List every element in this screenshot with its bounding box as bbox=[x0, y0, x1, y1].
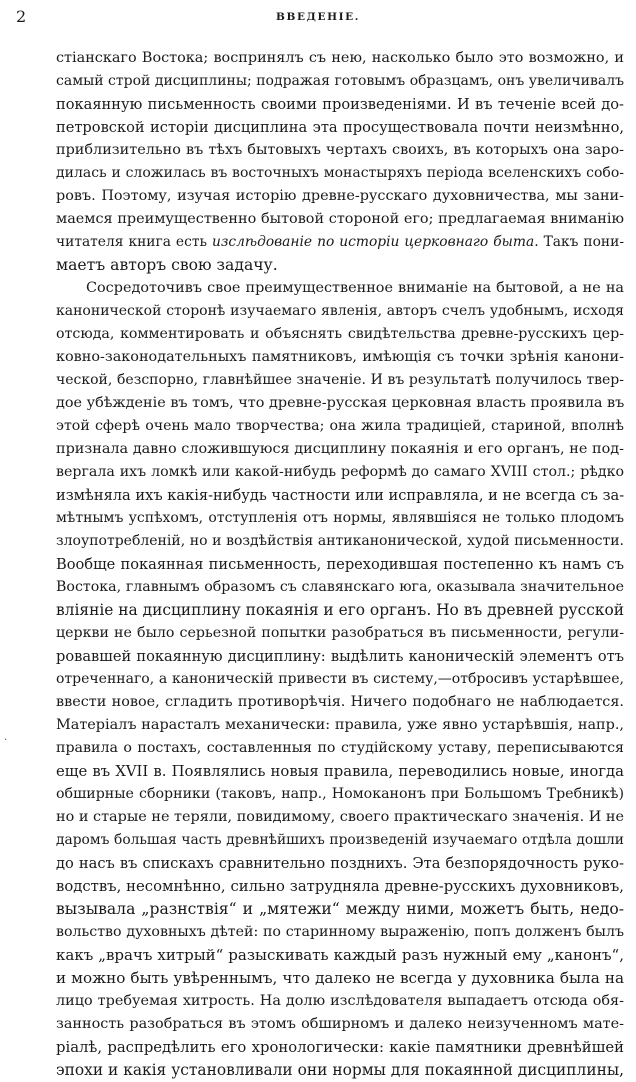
text-line: правила о постахъ, составленныя по студійскому уставу, переписываются bbox=[56, 740, 624, 756]
text-line: маетъ авторъ свою задачу. bbox=[56, 256, 278, 274]
text-line: церкви не было серьезной попытки разобраться въ письменности, регули- bbox=[56, 625, 624, 641]
text-line: до насъ въ спискахъ сравнительно позднихъ. Эта безпорядочность руко- bbox=[56, 855, 624, 872]
text-line-with-emphasis bbox=[56, 231, 624, 254]
text-line: вольство духовныхъ дѣтей: по старинному выраженію, попъ долженъ былъ bbox=[56, 924, 624, 940]
text-segment: . Такъ пони- bbox=[534, 234, 624, 250]
italic-emphasis: изслѣдованіе по исторіи церковнаго быта bbox=[211, 234, 535, 250]
text-line: петровской исторіи дисциплина эта просуществовала почти неизмѣнно, bbox=[56, 119, 624, 136]
margin-mark: · bbox=[4, 735, 8, 746]
text-line: даромъ большая часть древнѣйшихъ произведеній изучаемаго отдѣла дошли bbox=[56, 832, 624, 848]
text-line: Сосредоточивъ свое преимущественное вниманіе на бытовой, а не на bbox=[86, 280, 624, 296]
text-line: дилась и сложилась въ восточныхъ монастыряхъ періода вселенскихъ собо- bbox=[56, 165, 624, 181]
text-line: приблизительно въ тѣхъ бытовыхъ чертахъ своихъ, въ которыхъ она заро- bbox=[56, 142, 624, 158]
text-line: самый строй дисциплины; подражая готовымъ образцамъ, онъ увеличивалъ bbox=[56, 73, 624, 89]
text-line: ріалѣ, распредѣлить его хронологически: какіе памятники древнѣйшей bbox=[56, 1039, 624, 1056]
text-line: отсюда, комментировать и объяснять свидѣтельства древне-русскихъ цер- bbox=[56, 326, 624, 342]
text-line: этой сферѣ очень мало творчества; она жила традиціей, стариной, вполнѣ bbox=[56, 418, 624, 434]
paragraph-2 bbox=[56, 277, 624, 1082]
text-line: и можно быть увѣреннымъ, что далеко не всегда у духовника была на bbox=[56, 969, 624, 987]
text-line: лицо требуемая хитрость. На долю изслѣдователя выпадаетъ отсюда обя- bbox=[56, 993, 624, 1009]
text-line: отреченнаго, а каноническій привести въ систему,—отбросивъ устарѣвшее, bbox=[56, 671, 624, 687]
text-line: ввести новое, сгладить противорѣчія. Ничего подобнаго не наблюдается. bbox=[56, 694, 624, 710]
text-line: Востока, главнымъ образомъ съ славянскаго юга, оказывала значительное bbox=[56, 579, 624, 595]
text-line: ковно-законодательныхъ памятниковъ, имѣющія съ точки зрѣнія канони- bbox=[56, 349, 624, 365]
text-line: стіанскаго Востока; воспринялъ съ нею, насколько было это возможно, и bbox=[56, 50, 624, 66]
text-line: какъ „врачъ хитрый“ разыскивать каждый разъ нужный ему „канонъ“, bbox=[56, 946, 624, 964]
text-line: Вообще покаянная письменность, переходившая постепенно къ намъ съ bbox=[56, 556, 624, 573]
text-line: Матеріалъ нарасталъ механически: правила, уже явно устарѣвшія, напр., bbox=[56, 717, 624, 733]
text-line: канонической сторонѣ изучаемаго явленія, авторъ счелъ удобнымъ, исходя bbox=[56, 303, 624, 319]
text-line: измѣняла ихъ какія-нибудь частности или исправляла, и не всегда съ за- bbox=[56, 487, 624, 504]
text-line: маемся преимущественно бытовой стороной его; предлагаемая вниманію bbox=[56, 211, 624, 227]
text-line: вызывала „разнствія“ и „мятежи“ между ними, можетъ быть, недо- bbox=[56, 900, 624, 918]
running-title: ВВЕДЕНІЕ. bbox=[276, 11, 360, 23]
text-line: ческой, безспорно, главнѣйшее значеніе. И въ результатѣ получилось твер- bbox=[56, 372, 624, 388]
text-line: дое убѣжденіе въ томъ, что древне-русская церковная власть проявила въ bbox=[56, 395, 624, 411]
paragraph-1 bbox=[56, 47, 624, 277]
text-line: злоупотребленій, но и воздѣйствія антиканонической, худой письменности. bbox=[56, 533, 624, 549]
text-line: признала давно сложившуюся дисциплину покаянія и его органъ, не под- bbox=[56, 441, 624, 457]
text-line: вліяніе на дисциплину покаянія и его органъ. Но въ древней русской bbox=[56, 601, 624, 619]
text-line: ровавшей покаянную дисциплину: выдѣлить каноническій элементъ отъ bbox=[56, 648, 624, 665]
text-line: ровъ. Поэтому, изучая исторію древне-русскаго духовничества, мы зани- bbox=[56, 188, 624, 204]
body-text bbox=[56, 47, 624, 1082]
text-line: покаянную письменность своими произведеніями. И въ теченіе всей до- bbox=[56, 96, 624, 113]
text-line: обширные сборники (таковъ, напр., Номоканонъ при Большомъ Требникѣ) bbox=[56, 786, 624, 802]
text-line: вергала ихъ ломкѣ или какой-нибудь реформѣ до самаго XVIII стол.; рѣдко bbox=[56, 464, 624, 480]
text-line: эпохи и какія установливали они нормы для покаянной дисциплины, bbox=[56, 1061, 624, 1079]
text-line: мѣтнымъ успѣхомъ, отступленія отъ нормы, являвшіяся не только плодомъ bbox=[56, 510, 624, 526]
text-segment: читателя книга есть bbox=[56, 234, 212, 250]
text-line: еще въ XVII в. Появлялись новыя правила, переводились новые, иногда bbox=[56, 763, 624, 780]
text-line: занность разобраться въ этомъ обширномъ и далеко неизученномъ мате- bbox=[56, 1016, 624, 1032]
text-line: но и старые не теряли, повидимому, своего практическаго значенія. И не bbox=[56, 809, 624, 825]
text-line: водствъ, несомнѣнно, сильно затрудняла древне-русскихъ духовниковъ, bbox=[56, 878, 624, 895]
page-number: 2 bbox=[16, 7, 27, 26]
